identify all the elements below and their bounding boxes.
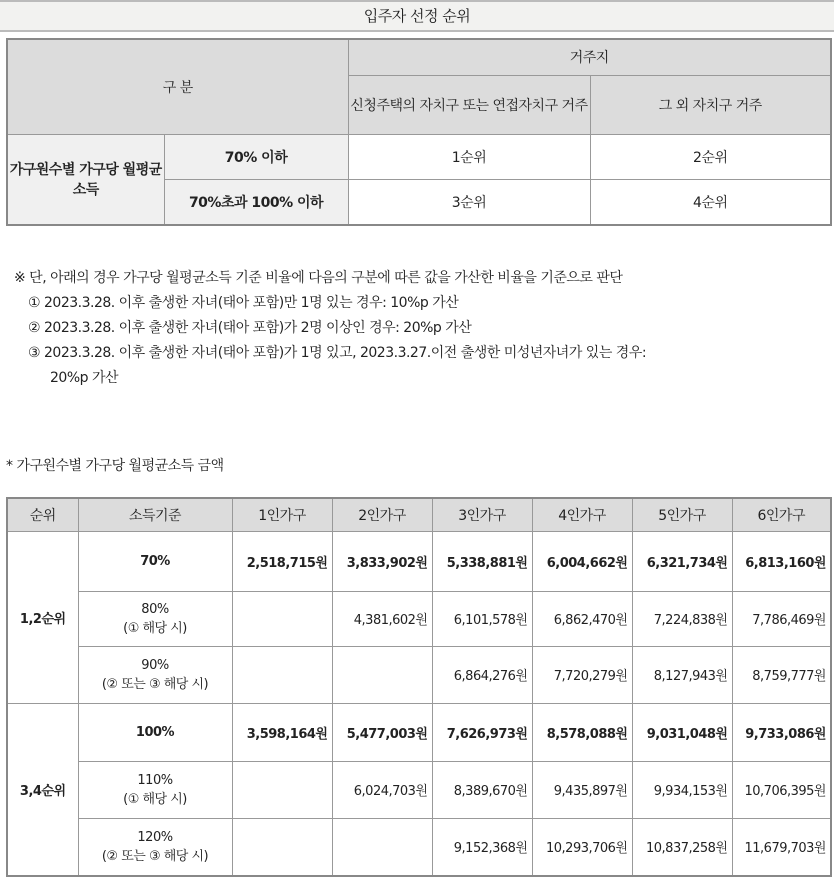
table-row	[7, 646, 831, 703]
income-standard	[78, 591, 232, 646]
column-header: 5인가구	[632, 498, 732, 531]
standard-percent: 70%	[140, 553, 170, 569]
standard-condition: (② 또는 ③ 해당 시)	[101, 676, 209, 692]
amount-cell	[332, 646, 432, 703]
income-group-label: 가구원수별 가구당 월평균소득	[7, 134, 164, 225]
rank-cell: 3순위	[348, 179, 590, 225]
amount-cell: 6,004,662원	[532, 531, 632, 591]
rank-group-label: 1,2순위	[7, 531, 78, 703]
row-label: 70%초과 100% 이하	[164, 179, 348, 225]
row-label: 70% 이하	[164, 134, 348, 179]
table-row	[7, 591, 831, 646]
amount-cell: 3,598,164원	[232, 703, 332, 761]
amount-cell: 9,435,897원	[532, 761, 632, 818]
amount-cell: 8,127,943원	[632, 646, 732, 703]
standard-percent: 80%	[141, 601, 169, 617]
amount-cell: 7,786,469원	[732, 591, 831, 646]
amount-cell: 6,864,276원	[432, 646, 532, 703]
note-item: ③ 2023.3.28. 이후 출생한 자녀(태아 포함)가 1명 있고, 2023.3.27.이전 출생한 미성년자녀가 있는 경우:	[28, 345, 647, 361]
amount-cell: 4,381,602원	[332, 591, 432, 646]
amount-cell: 6,862,470원	[532, 591, 632, 646]
amount-cell: 8,578,088원	[532, 703, 632, 761]
notes	[14, 266, 646, 391]
amount-cell	[332, 818, 432, 876]
table-row	[7, 761, 831, 818]
residence-header: 거주지	[348, 39, 831, 75]
rank-cell: 2순위	[590, 134, 831, 179]
standard-percent: 120%	[137, 829, 173, 845]
amount-cell: 7,626,973원	[432, 703, 532, 761]
rank-cell: 4순위	[590, 179, 831, 225]
gubun-header: 구 분	[7, 39, 348, 134]
section-title: 입주자 선정 순위	[0, 0, 834, 32]
standard-percent: 100%	[135, 724, 175, 740]
note-main: ※ 단, 아래의 경우 가구당 월평균소득 기준 비율에 다음의 구분에 따른 값을 가산한 비율을 기준으로 판단	[14, 270, 623, 286]
adjacent-district-header: 신청주택의 자치구 또는 연접자치구 거주	[348, 75, 590, 134]
income-standard	[78, 703, 232, 761]
income-standard	[78, 646, 232, 703]
amount-cell: 10,837,258원	[632, 818, 732, 876]
table-row	[7, 531, 831, 591]
selection-priority-table	[6, 38, 832, 226]
standard-condition: (① 해당 시)	[123, 620, 187, 636]
standard-condition: (① 해당 시)	[123, 791, 187, 807]
amount-cell	[232, 761, 332, 818]
amount-cell: 9,152,368원	[432, 818, 532, 876]
amount-cell: 9,733,086원	[732, 703, 831, 761]
standard-percent: 90%	[141, 657, 169, 673]
column-header: 순위	[7, 498, 78, 531]
amount-cell: 7,720,279원	[532, 646, 632, 703]
standard-condition: (② 또는 ③ 해당 시)	[101, 848, 209, 864]
income-amount-table	[6, 497, 832, 877]
amount-cell: 2,518,715원	[232, 531, 332, 591]
column-header: 2인가구	[332, 498, 432, 531]
column-header: 4인가구	[532, 498, 632, 531]
column-header: 소득기준	[78, 498, 232, 531]
amount-cell: 6,024,703원	[332, 761, 432, 818]
amount-cell: 5,477,003원	[332, 703, 432, 761]
income-standard	[78, 531, 232, 591]
amount-cell: 9,934,153원	[632, 761, 732, 818]
amount-cell	[232, 646, 332, 703]
income-standard	[78, 761, 232, 818]
rank-cell: 1순위	[348, 134, 590, 179]
standard-percent: 110%	[137, 772, 173, 788]
amount-cell: 8,389,670원	[432, 761, 532, 818]
rank-group-label: 3,4순위	[7, 703, 78, 876]
amount-cell: 6,101,578원	[432, 591, 532, 646]
amount-cell: 3,833,902원	[332, 531, 432, 591]
amount-cell: 10,293,706원	[532, 818, 632, 876]
note-item: ① 2023.3.28. 이후 출생한 자녀(태아 포함)만 1명 있는 경우: 10%p 가산	[28, 295, 459, 311]
amount-cell: 7,224,838원	[632, 591, 732, 646]
amount-cell: 11,679,703원	[732, 818, 831, 876]
note-item-continued: 20%p 가산	[50, 370, 119, 386]
amount-cell: 6,813,160원	[732, 531, 831, 591]
amount-cell: 5,338,881원	[432, 531, 532, 591]
column-header: 1인가구	[232, 498, 332, 531]
amount-cell: 8,759,777원	[732, 646, 831, 703]
table-row	[7, 818, 831, 876]
amount-cell	[232, 818, 332, 876]
note-item: ② 2023.3.28. 이후 출생한 자녀(태아 포함)가 2명 이상인 경우: 20%p 가산	[28, 320, 472, 336]
column-header: 3인가구	[432, 498, 532, 531]
amount-cell: 9,031,048원	[632, 703, 732, 761]
amount-cell: 6,321,734원	[632, 531, 732, 591]
income-standard	[78, 818, 232, 876]
table-row	[7, 703, 831, 761]
column-header: 6인가구	[732, 498, 831, 531]
income-table-caption: * 가구원수별 가구당 월평균소득 금액	[6, 458, 224, 474]
other-district-header: 그 외 자치구 거주	[590, 75, 831, 134]
amount-cell: 10,706,395원	[732, 761, 831, 818]
amount-cell	[232, 591, 332, 646]
